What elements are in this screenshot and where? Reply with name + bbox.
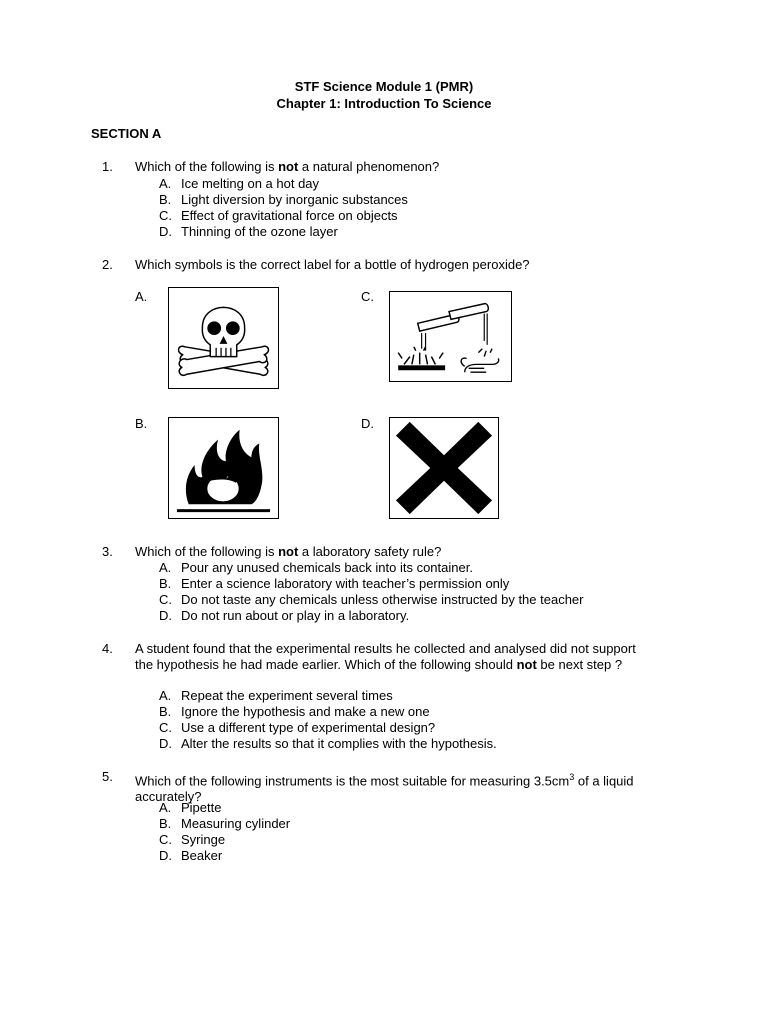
question-4-line-2: the hypothesis he had made earlier. Which of the following should not be next step ? — [135, 657, 623, 672]
symbol-c-label: C. — [361, 289, 374, 304]
flammable-flame-icon — [169, 418, 278, 518]
question-4-number: 4. — [102, 641, 113, 656]
question-5-line-2: accurately? — [135, 789, 202, 805]
question-3-options — [159, 560, 584, 624]
option-d: D. Thinning of the ozone layer — [159, 224, 338, 239]
question-5-line-1: Which of the following instruments is the most suitable for measuring $3.5cm^3$ of a liquid — [135, 772, 634, 789]
option-d: D. Beaker — [159, 848, 223, 863]
option-c: C. Effect of gravitational force on objects — [159, 208, 398, 223]
option-b: B. Enter a science laboratory with teacher’s permission only — [159, 576, 510, 591]
option-c: C. Use a different type of experimental design? — [159, 720, 436, 735]
option-a: A. Pour any unused chemicals back into its container. — [159, 560, 473, 575]
question-4-line-1: A student found that the experimental results he collected and analysed did not support — [135, 641, 636, 656]
option-a: A. Repeat the experiment several times — [159, 688, 393, 703]
symbol-b-box — [168, 417, 279, 519]
question-2-text: Which symbols is the correct label for a bottle of hydrogen peroxide? — [135, 257, 530, 272]
question-5-number: 5. — [102, 769, 113, 784]
option-d: D. Do not run about or play in a laboratory. — [159, 608, 410, 623]
corrosive-icon — [390, 292, 511, 381]
symbol-a-label: A. — [135, 289, 148, 304]
question-4-options — [159, 688, 497, 752]
section-heading: SECTION A — [91, 126, 162, 141]
symbol-b-label: B. — [135, 416, 148, 431]
page-title: STF Science Module 1 (PMR) — [294, 79, 474, 94]
option-d: D. Alter the results so that it complies with the hypothesis. — [159, 736, 497, 751]
chapter-title: Chapter 1: Introduction To Science — [276, 96, 492, 111]
option-a: A. Ice melting on a hot day — [159, 176, 320, 191]
question-1-number: 1. — [102, 159, 113, 174]
symbol-d-box — [389, 417, 499, 519]
skull-crossbones-icon — [169, 288, 278, 388]
option-c: C. Syringe — [159, 832, 226, 847]
symbol-a-box — [168, 287, 279, 389]
option-a: A. Pipette — [159, 800, 222, 815]
question-5-options — [159, 800, 290, 864]
symbol-d-label: D. — [361, 416, 374, 431]
question-3-number: 3. — [102, 544, 113, 559]
symbol-c-box — [389, 291, 512, 382]
question-4-text — [135, 641, 636, 673]
question-1-text: Which of the following is not a natural phenomenon? — [135, 159, 440, 174]
question-3-text: Which of the following is not a laboratory safety rule? — [135, 544, 442, 559]
harmful-x-icon — [390, 418, 498, 518]
option-b: B. Measuring cylinder — [159, 816, 291, 831]
question-2-number: 2. — [102, 257, 113, 272]
option-c: C. Do not taste any chemicals unless otherwise instructed by the teacher — [159, 592, 584, 607]
question-1-options — [159, 176, 408, 240]
option-b: B. Light diversion by inorganic substances — [159, 192, 408, 207]
option-b: B. Ignore the hypothesis and make a new one — [159, 704, 430, 719]
